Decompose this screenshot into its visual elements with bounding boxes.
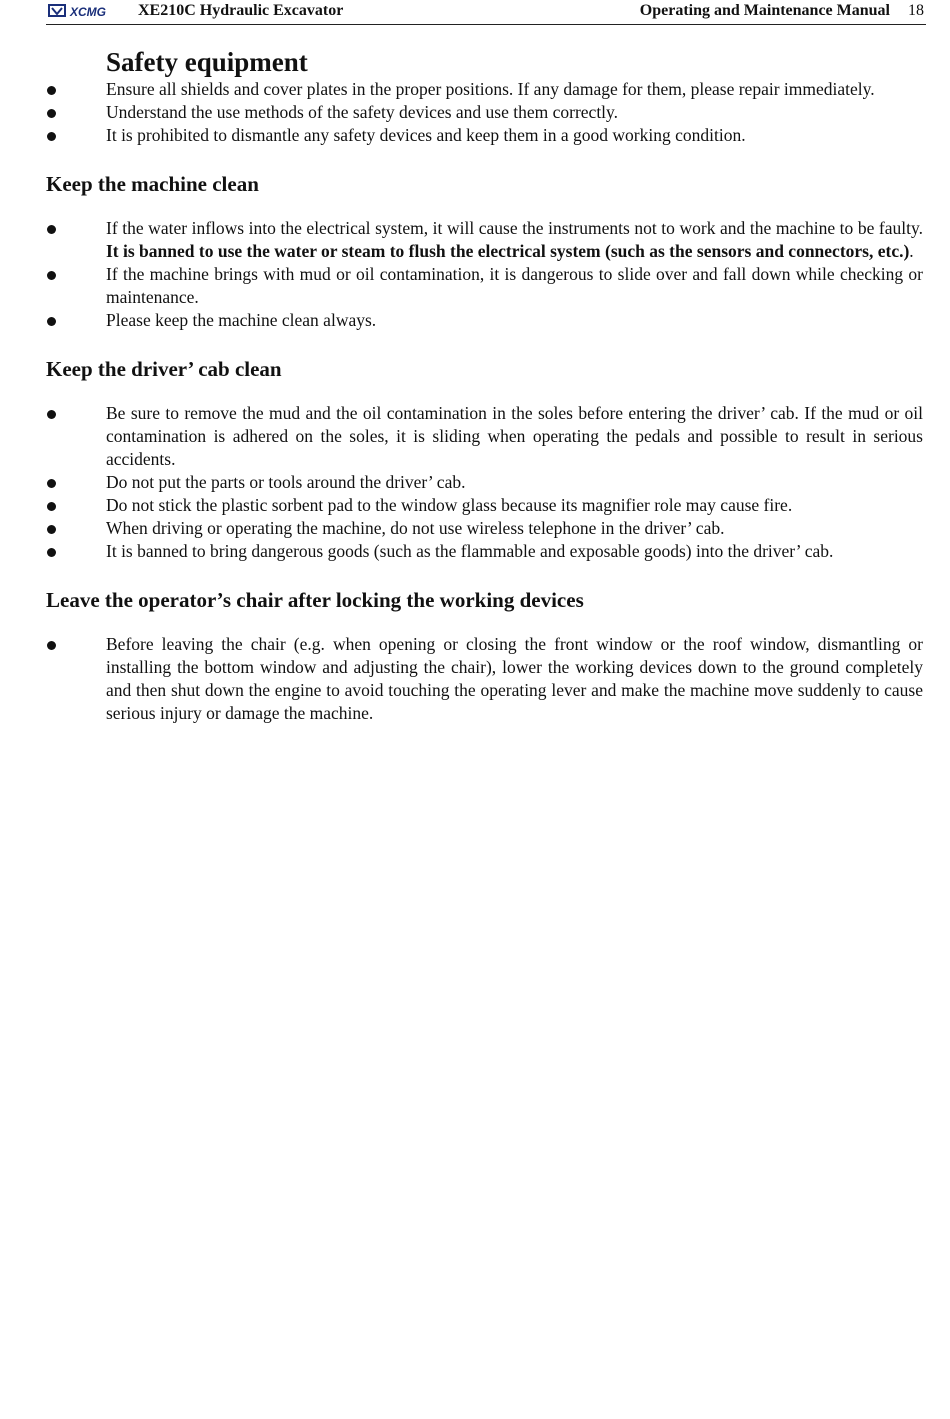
safety-equipment-list	[46, 78, 923, 147]
section-heading-safety-equipment: Safety equipment	[106, 47, 308, 77]
bullet-icon	[47, 132, 56, 141]
page-number: 18	[908, 2, 924, 19]
page-content	[46, 46, 923, 725]
bullet-icon	[47, 502, 56, 511]
xcmg-logo	[48, 4, 136, 18]
bullet-icon	[47, 548, 56, 557]
section-heading-leave-chair: Leave the operator’s chair after locking the working devices	[46, 588, 584, 612]
list-item: Before leaving the chair (e.g. when opening or closing the front window or the roof window, dismantling or installing the bottom window and adjusting the chair), lower the working devices down to the ground completely and then shut down the engine to avoid touching the operating lever and make the machine move suddenly to cause serious injury or damage the machine.	[46, 633, 923, 725]
page-header	[46, 0, 926, 25]
list-item: Understand the use methods of the safety devices and use them correctly.	[46, 101, 923, 124]
bullet-icon	[47, 641, 56, 650]
machine-clean-list	[46, 217, 923, 332]
bullet-icon	[47, 410, 56, 419]
manual-title: Operating and Maintenance Manual	[639, 2, 890, 19]
list-item: Do not put the parts or tools around the driver’ cab.	[46, 471, 923, 494]
driver-cab-clean-list	[46, 402, 923, 563]
bullet-icon	[47, 225, 56, 234]
document-title: XE210C Hydraulic Excavator	[138, 2, 344, 19]
section-heading-driver-cab-clean: Keep the driver’ cab clean	[46, 357, 282, 381]
svg-text:XCMG: XCMG	[70, 5, 106, 18]
list-item: Please keep the machine clean always.	[46, 309, 923, 332]
bullet-icon	[47, 525, 56, 534]
list-item: When driving or operating the machine, do not use wireless telephone in the driver’ cab.	[46, 517, 923, 540]
list-item: Ensure all shields and cover plates in the proper positions. If any damage for them, please repair immediately.	[46, 78, 923, 101]
leave-chair-list	[46, 633, 923, 725]
bullet-icon	[47, 317, 56, 326]
section-heading-machine-clean: Keep the machine clean	[46, 172, 259, 196]
bullet-icon	[47, 271, 56, 280]
bullet-icon	[47, 109, 56, 118]
list-item: If the machine brings with mud or oil contamination, it is dangerous to slide over and fall down while checking or maintenance.	[46, 263, 923, 309]
list-item: If the water inflows into the electrical system, it will cause the instruments not to work and the machine to be faulty. It is banned to use the water or steam to flush the electrical system (such as the sensors and connectors, etc.).	[46, 217, 923, 263]
list-item: Be sure to remove the mud and the oil contamination in the soles before entering the driver’ cab. If the mud or oil contamination is adhered on the soles, it is sliding when operating the pedals and possible to result in serious accidents.	[46, 402, 923, 471]
bullet-icon	[47, 479, 56, 488]
list-item: It is prohibited to dismantle any safety devices and keep them in a good working condition.	[46, 124, 923, 147]
list-item: Do not stick the plastic sorbent pad to the window glass because its magnifier role may cause fire.	[46, 494, 923, 517]
list-item: It is banned to bring dangerous goods (such as the flammable and exposable goods) into the driver’ cab.	[46, 540, 923, 563]
bullet-icon	[47, 86, 56, 95]
